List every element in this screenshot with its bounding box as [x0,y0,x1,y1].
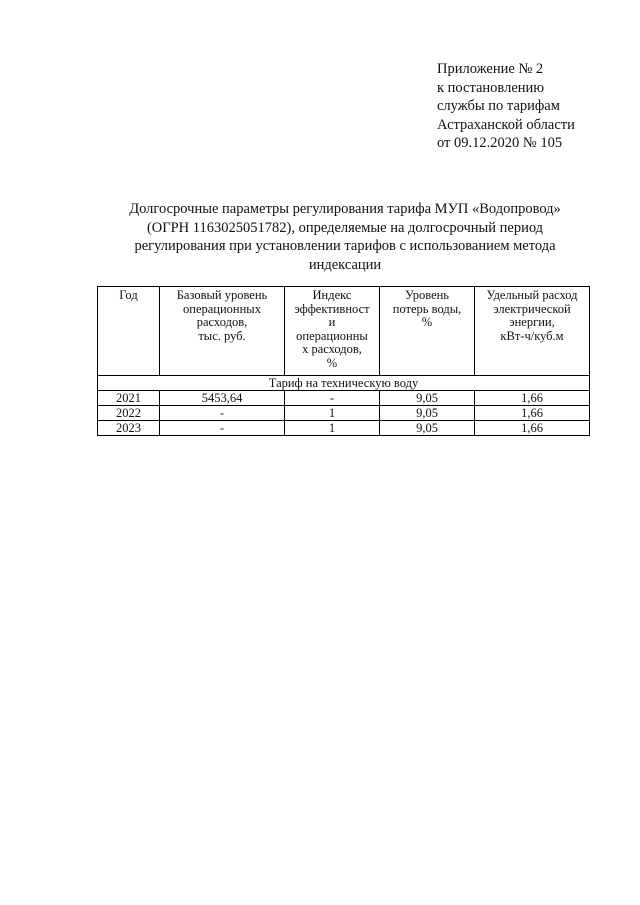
header-line: эффективност [294,301,370,316]
appendix-line: от 09.12.2020 № 105 [437,135,563,151]
header-line: операционны [296,328,368,343]
header-line: кВт-ч/куб.м [500,328,564,343]
header-water-loss [380,287,475,376]
cell-year: 2021 [98,391,160,406]
header-line: х расходов, [302,342,362,356]
header-line: электрической [493,301,571,316]
header-line: Индекс [312,288,352,302]
cell-base-opex: 5453,64 [160,391,285,406]
header-line: % [421,315,433,329]
cell-efficiency-index: - [285,391,380,406]
title-line: индексации [308,256,382,273]
cell-water-loss: 9,05 [380,421,475,436]
cell-energy-consumption: 1,66 [475,391,590,406]
cell-year: 2022 [98,406,160,421]
table-row [98,406,590,421]
title-line: Долгосрочные параметры регулирования тарифа МУП «Водопровод» [129,201,561,217]
appendix-line: службы по тарифам [437,98,560,114]
document-title [100,200,590,274]
header-line: энергии, [509,315,555,329]
table-header-row [98,287,590,376]
header-line: Год [119,288,138,302]
appendix-line: к постановлению [437,79,545,96]
header-line: операционных [183,301,261,316]
cell-efficiency-index: 1 [285,406,380,421]
header-line: потерь воды, [392,301,462,316]
header-line: и [328,315,336,329]
header-line: Уровень [404,288,450,302]
table-row [98,421,590,436]
table-section-row [98,376,590,391]
header-base-opex [160,287,285,376]
table-row [98,391,590,406]
appendix-line: Астраханской области [437,116,575,133]
cell-energy-consumption: 1,66 [475,406,590,421]
cell-water-loss: 9,05 [380,406,475,421]
cell-water-loss: 9,05 [380,391,475,406]
section-label: Тариф на техническую воду [98,376,590,391]
title-line: (ОГРН 1163025051782), определяемые на долгосрочный период [146,219,544,236]
header-line: Удельный расход [486,288,578,302]
cell-efficiency-index: 1 [285,421,380,436]
header-line: % [326,355,338,370]
parameters-table [97,286,590,436]
cell-base-opex: - [160,421,285,436]
cell-base-opex: - [160,406,285,421]
header-line: тыс. руб. [198,328,246,343]
title-line: регулирования при установлении тарифов с использованием метода [134,238,556,254]
header-year [98,287,160,376]
appendix-block [437,60,575,153]
header-energy-consumption [475,287,590,376]
cell-energy-consumption: 1,66 [475,421,590,436]
header-line: Базовый уровень [176,288,268,302]
header-line: расходов, [196,315,248,329]
appendix-line: Приложение № 2 [437,61,544,77]
cell-year: 2023 [98,421,160,436]
header-efficiency-index [285,287,380,376]
